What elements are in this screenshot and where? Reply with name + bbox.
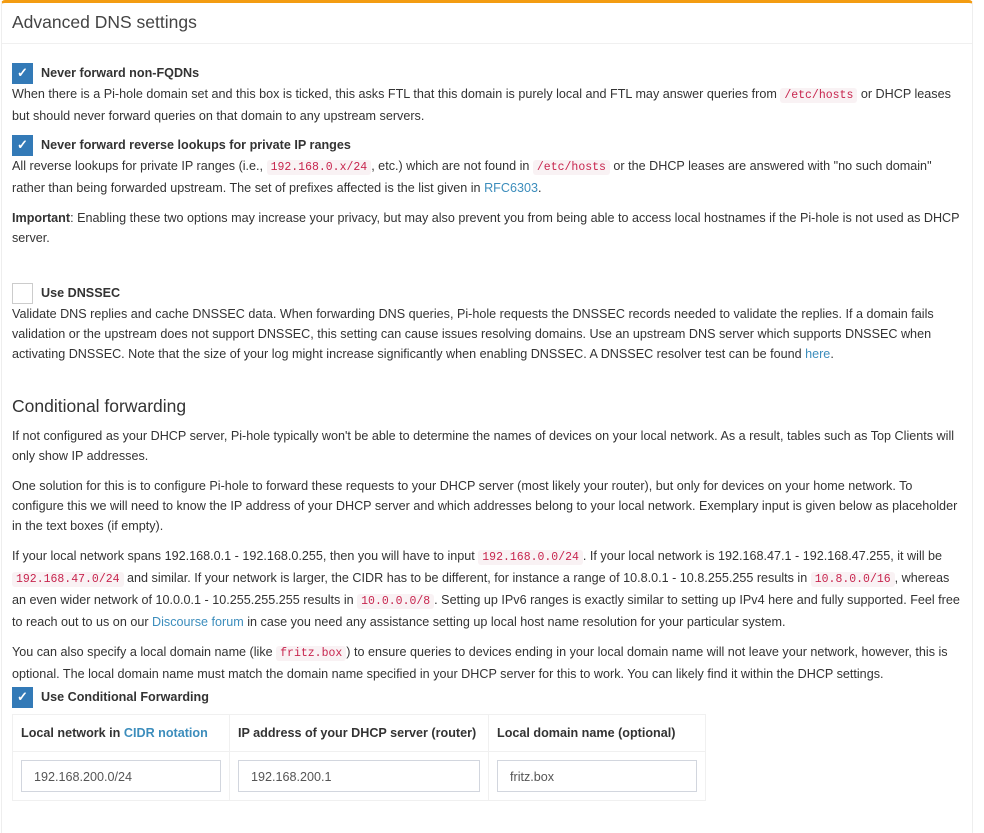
fqdn-description: When there is a Pi-hole domain set and this box is ticked, this asks FTL that this domain is purely local and FTL may answer queries from /etc/hosts or DHCP leases but should never forward queries on that domain to any upstream servers.: [12, 87, 951, 123]
cf-paragraph-2: One solution for this is to configure Pi-hole to forward these requests to your DHCP server (most likely your router), but only for devices on your home network. To configure this we will need to know the IP address of your DHCP server and which addresses belong to your local network. Exemplary input is given below as placeholder in the text boxes (if empty).: [12, 479, 958, 533]
use-dnssec-checkbox[interactable]: Use DNSSEC: [12, 282, 962, 304]
check-icon: ✓: [12, 63, 33, 84]
cf-paragraph-3: If your local network spans 192.168.0.1 - 192.168.0.255, then you will have to input 192.168.0.0/24 . If your local network is 192.168.47.1 - 192.168.47.255, it will be 192.168.47.0/24 and similar. If your network is larger, the CIDR has to be different, for instance a range of 10.8.0.1 - 10.8.255.255 results in 10.8.0.0/16 , whereas an even wider network of 10.0.0.1 - 10.255.255.255 results in 10.0.0.0/8 . Setting up IPv6 ranges is exactly similar to setting up IPv4 here and fully supported. Feel free to reach out to us on our Discourse forum in case you need any assistance setting up local host name resolution for your particular system.: [12, 549, 960, 629]
never-forward-non-fqdns-checkbox[interactable]: ✓ Never forward non-FQDNs: [12, 62, 962, 84]
dnssec-test-link[interactable]: here: [805, 347, 831, 361]
check-icon: ✓: [12, 135, 33, 156]
local-domain-input[interactable]: fritz.box: [497, 760, 697, 792]
advanced-dns-settings-panel: [1, 0, 973, 833]
dhcp-server-ip-input[interactable]: 192.168.200.1: [238, 760, 480, 792]
cf-paragraph-4: You can also specify a local domain name (like fritz.box ) to ensure queries to devices ending in your local domain name will not leave your network, however, this is optional. The local domain name must match the domain name specified in your DHCP server for this to work. You can likely find it within the DHCP settings.: [12, 645, 948, 681]
cidr-input[interactable]: 192.168.200.0/24: [21, 760, 221, 792]
important-note: Important: Enabling these two options may increase your privacy, but may also prevent you from being able to access local hostnames if the Pi-hole is not used as DHCP server.: [12, 211, 960, 245]
conditional-forwarding-table: Local network in CIDR notation IP address of your DHCP server (router) Local domain name (optional) 192.168.200.0/24 192.168.200.1 fritz.box: [12, 714, 706, 801]
rfc6303-link[interactable]: RFC6303: [484, 181, 538, 195]
use-conditional-forwarding-checkbox[interactable]: ✓ Use Conditional Forwarding: [12, 686, 962, 708]
panel-title: Advanced DNS settings: [2, 3, 972, 44]
cf-paragraph-1: If not configured as your DHCP server, Pi-hole typically won't be able to determine the names of devices on your local network. As a result, tables such as Top Clients will only show IP addresses.: [12, 429, 955, 463]
never-forward-reverse-lookups-checkbox[interactable]: ✓ Never forward reverse lookups for private IP ranges: [12, 134, 962, 156]
discourse-forum-link[interactable]: Discourse forum: [152, 615, 244, 629]
conditional-forwarding-title: Conditional forwarding: [12, 396, 187, 416]
bogus-description: All reverse lookups for private IP ranges (i.e., 192.168.0.x/24 , etc.) which are not found in /etc/hosts or the DHCP leases are answered with "no such domain" rather than being forwarded upstream. The set of prefixes affected is the list given in RFC6303.: [12, 159, 932, 195]
check-icon: ✓: [12, 687, 33, 708]
dnssec-description: Validate DNS replies and cache DNSSEC data. When forwarding DNS queries, Pi-hole requests the DNSSEC records needed to validate the replies. If a domain fails validation or the upstream does not support DNSSEC, this setting can cause issues resolving domains. Use an upstream DNS server which supports DNSSEC when activating DNSSEC. Note that the size of your log might increase significantly when enabling DNSSEC. A DNSSEC resolver test can be found here.: [12, 307, 934, 361]
cidr-notation-link[interactable]: CIDR notation: [123, 726, 208, 740]
